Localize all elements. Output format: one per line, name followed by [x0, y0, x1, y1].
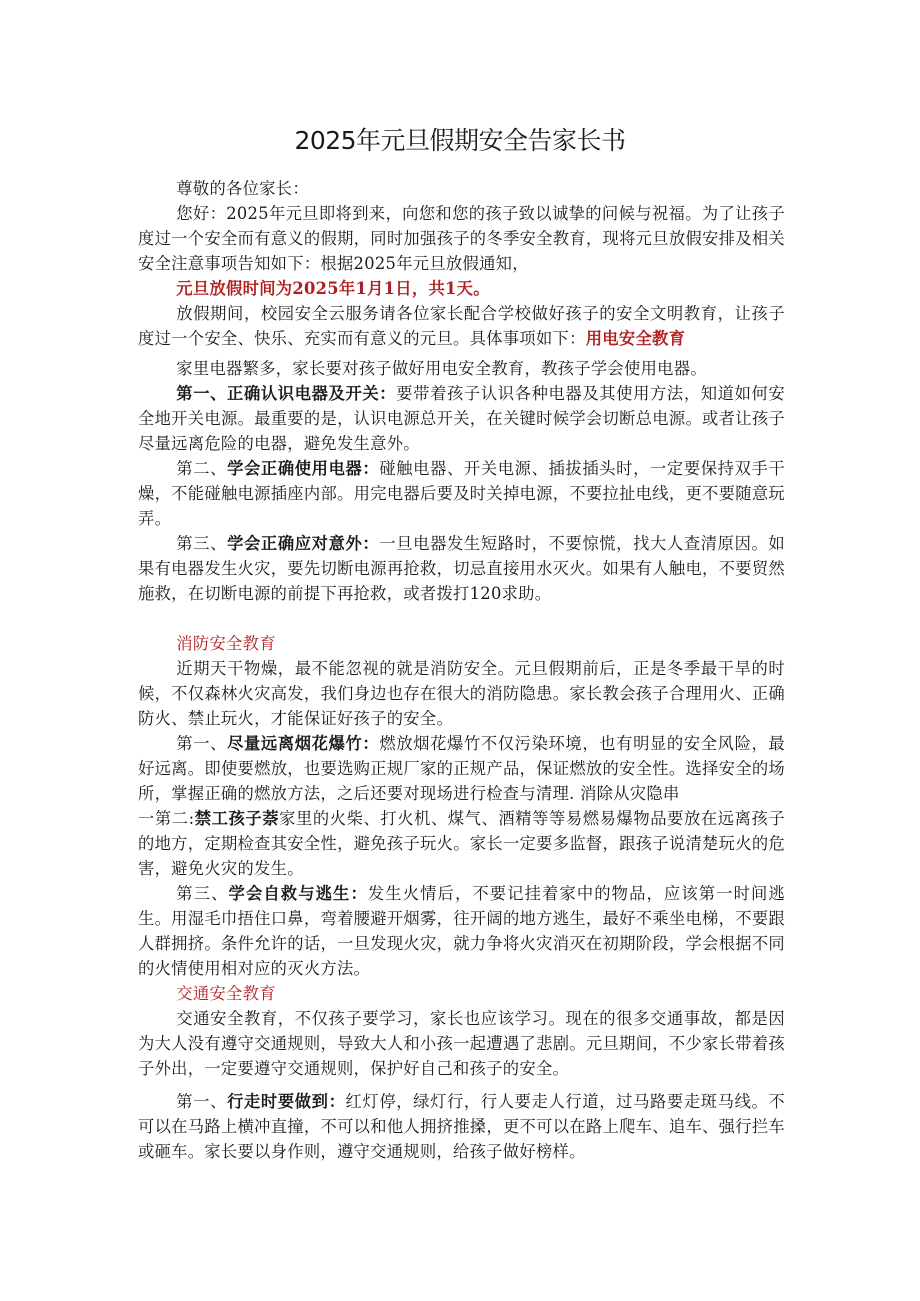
electric-item-2-label: 学会正确使用电器：	[227, 459, 380, 478]
holiday-notice: 元旦放假时间为2025年1月1日，共1天。	[176, 279, 490, 298]
period-paragraph	[138, 301, 785, 351]
fire-item-2-label: 禁工孩子萘	[194, 809, 280, 828]
electric-item-3-prefix: 第三、	[176, 534, 228, 553]
electric-item-1-text: 要带着孩子认识各种电器及其使用方法，知道如何安全地开关电源。最重要的是，认识电源总开关，在关键时候学会切断总电源。或者让孩子尽量远离危险的电器，避免发生意外。	[138, 384, 786, 453]
fire-intro: 近期天干物燥，最不能忽视的就是消防安全。元旦假期前后，正是冬季最干旱的时候，不仅森林火灾高发，我们身边也存在很大的消防隐患。家长教会孩子合理用火、正确防火、禁止玩火，才能保证好孩子的安全。	[138, 659, 785, 728]
page-title: 2025年元旦假期安全告家长书	[294, 126, 626, 155]
fire-item-3-label: 学会自救与逃生：	[228, 884, 368, 903]
fire-item-1-prefix: 第一、	[176, 734, 228, 753]
fire-item-2	[138, 806, 785, 881]
traffic-item-1-text: 红灯停，绿灯行，行人要走人行道，过马路要走斑马线。不可以在马路上横冲直撞，不可以和他人拥挤推搡，更不可以在路上爬车、追车、强行拦车或砸车。家长要以身作则，遵守交通规则，给孩子做好榜样。	[138, 1092, 785, 1161]
electric-safety-heading: 用电安全教育	[585, 329, 686, 348]
fire-item-2-prefix: 一第二:	[138, 809, 195, 828]
traffic-item-1-prefix: 第一、	[176, 1092, 228, 1111]
electric-item-1-label: 第一、正确认识电器及开关：	[176, 384, 397, 403]
fire-item-3	[138, 881, 785, 981]
electric-item-2-prefix: 第二、	[176, 459, 228, 478]
intro-paragraph: 您好：2025年元旦即将到来，向您和您的孩子致以诚挚的问候与祝福。为了让孩子度过一个安全而有意义的假期，同时加强孩子的冬季安全教育，现将元旦放假安排及相关安全注意事项告知如下：根据2025年元旦放假通知，	[138, 204, 785, 273]
fire-item-1	[138, 731, 785, 806]
fire-item-1-label: 尽量远离烟花爆竹：	[227, 734, 380, 753]
fire-safety-heading: 消防安全教育	[176, 634, 276, 653]
electric-item-3-text: 一旦电器发生短路时，不要惊慌，找大人查清原因。如果有电器发生火灾，要先切断电源再抢救，切忌直接用水灭火。如果有人触电，不要贸然施救，在切断电源的前提下再抢救，或者拨打120求助。	[138, 534, 786, 603]
traffic-intro: 交通安全教育，不仅孩子要学习，家长也应该学习。现在的很多交通事故，都是因为大人没有遵守交通规则，导致大人和小孩一起遭遇了悲剧。元旦期间，不少家长带着孩子外出，一定要遵守交通规则，保护好自己和孩子的安全。	[138, 1009, 785, 1078]
electric-item-1	[138, 381, 785, 456]
electric-item-3	[138, 531, 785, 606]
traffic-safety-heading: 交通安全教育	[176, 984, 276, 1003]
fire-item-3-prefix: 第三、	[176, 884, 229, 903]
traffic-item-1-label: 行走时要做到：	[227, 1092, 346, 1111]
electric-item-2	[138, 456, 785, 531]
fire-item-1-text: 燃放烟花爆竹不仅污染环境，也有明显的安全风险，最好远离。即使要燃放，也要选购正规厂家的正规产品，保证燃放的安全性。选择安全的场所，掌握正确的燃放方法，之后还要对现场进行检查与清理. 消除从灾隐串	[138, 734, 786, 803]
traffic-item-1	[138, 1089, 785, 1164]
electric-item-2-text: 碰触电器、开关电源、插拔插头时，一定要保持双手干燥，不能碰触电源插座内部。用完电器后要及时关掉电源，不要拉扯电线，更不要随意玩弄。	[138, 459, 786, 528]
document-body	[138, 176, 785, 1164]
period-text: 放假期间，校园安全云服务请各位家长配合学校做好孩子的安全文明教育，让孩子度过一个安全、快乐、充实而有意义的元旦。具体事项如下：	[138, 304, 785, 348]
greeting: 尊敬的各位家长：	[176, 179, 309, 198]
electric-item-3-label: 学会正确应对意外：	[227, 534, 380, 553]
fire-item-3-text: 发生火情后，不要记挂着家中的物品，应该第一时间逃生。用湿毛巾捂住口鼻，弯着腰避开烟雾，往开阔的地方逃生，最好不乘坐电梯，不要跟人群拥挤。条件允许的话，一旦发现火灾，就力争将火灾消灭在初期阶段，学会根据不同的火情使用相对应的灭火方法。	[138, 884, 786, 978]
fire-item-2-text: 家里的火柴、打火机、煤气、酒精等等易燃易爆物品要放在远离孩子的地方，定期检查其安全性，避免孩子玩火。家长一定要多监督，跟孩子说清楚玩火的危害，避免火灾的发生。	[138, 809, 785, 878]
electric-intro: 家里电器繁多，家长要对孩子做好用电安全教育，教孩子学会使用电器。	[176, 359, 707, 378]
